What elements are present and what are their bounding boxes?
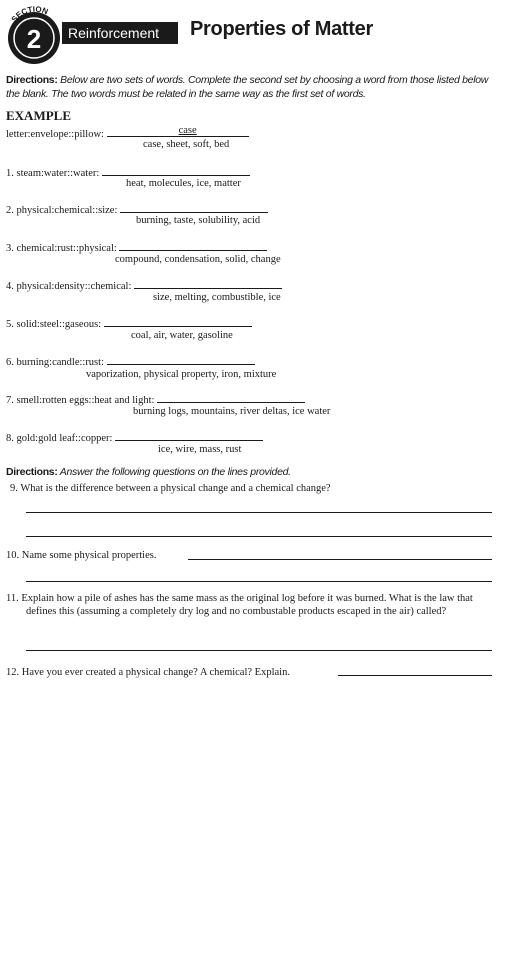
- question-9: 9. What is the difference between a physical change and a chemical change?: [10, 483, 331, 494]
- analogy-8-choices: ice, wire, mass, rust: [158, 444, 242, 455]
- section-badge: [4, 6, 64, 66]
- analogy-1-choices: heat, molecules, ice, matter: [126, 178, 241, 189]
- analogy-1: 1. steam:water::water:: [6, 164, 250, 180]
- analogy-2: 2. physical:chemical::size:: [6, 201, 268, 217]
- analogy-5: 5. solid:steel::gaseous:: [6, 315, 252, 331]
- analogy-8: 8. gold:gold leaf::copper:: [6, 429, 263, 445]
- answer-line[interactable]: [338, 675, 492, 676]
- analogy-7-choices: burning logs, mountains, river deltas, ice water: [133, 406, 331, 417]
- analogy-6: 6. burning:candle::rust:: [6, 353, 255, 369]
- directions-text: Answer the following questions on the lines provided.: [59, 466, 291, 478]
- question-11: 11. Explain how a pile of ashes has the same mass as the original log before it was burned. What is the law that defines this (assuming a completely dry log and no combustable products escaped in the air) called?: [6, 593, 473, 617]
- answer-line[interactable]: [26, 650, 492, 651]
- page-title: Properties of Matter: [190, 18, 373, 40]
- answer-blank[interactable]: [120, 201, 268, 213]
- section-label: SECTION: [9, 6, 50, 24]
- directions-text: Below are two sets of words. Complete the second set by choosing a word from those listed below the blank. The two words must be related in the same way as the first set of words.: [6, 74, 489, 100]
- reinforcement-label: Reinforcement: [62, 22, 178, 44]
- answer-blank[interactable]: [119, 239, 267, 251]
- analogy-6-choices: vaporization, physical property, iron, mixture: [86, 369, 277, 380]
- example-answer-blank: [107, 125, 249, 137]
- directions-1: [6, 73, 500, 101]
- directions-lead: Directions:: [6, 466, 58, 478]
- answer-blank[interactable]: [115, 429, 263, 441]
- question-12: 12. Have you ever created a physical change? A chemical? Explain.: [6, 667, 290, 678]
- example-answer: case: [178, 125, 197, 136]
- directions-lead: Directions:: [6, 74, 58, 86]
- question-10: 10. Name some physical properties.: [6, 550, 157, 561]
- example-heading: EXAMPLE: [6, 108, 71, 123]
- analogy-3: 3. chemical:rust::physical:: [6, 239, 267, 255]
- answer-line[interactable]: [26, 512, 492, 513]
- answer-blank[interactable]: [134, 277, 282, 289]
- example-choices: case, sheet, soft, bed: [143, 139, 230, 150]
- analogy-3-choices: compound, condensation, solid, change: [115, 254, 281, 265]
- answer-blank[interactable]: [102, 164, 250, 176]
- analogy-2-choices: burning, taste, solubility, acid: [136, 215, 261, 226]
- directions-2: [6, 465, 500, 479]
- section-number: 2: [26, 24, 42, 54]
- answer-line[interactable]: [26, 581, 492, 582]
- answer-blank[interactable]: [107, 353, 255, 365]
- analogy-4-choices: size, melting, combustible, ice: [153, 292, 281, 303]
- analogy-4: 4. physical:density::chemical:: [6, 277, 282, 293]
- answer-blank[interactable]: [104, 315, 252, 327]
- answer-blank[interactable]: [157, 391, 305, 403]
- answer-line[interactable]: [26, 536, 492, 537]
- example-prompt: letter:envelope::pillow:: [6, 129, 104, 140]
- analogy-5-choices: coal, air, water, gasoline: [131, 330, 233, 341]
- answer-line[interactable]: [188, 559, 492, 560]
- analogy-7: 7. smell:rotten eggs::heat and light:: [6, 391, 305, 407]
